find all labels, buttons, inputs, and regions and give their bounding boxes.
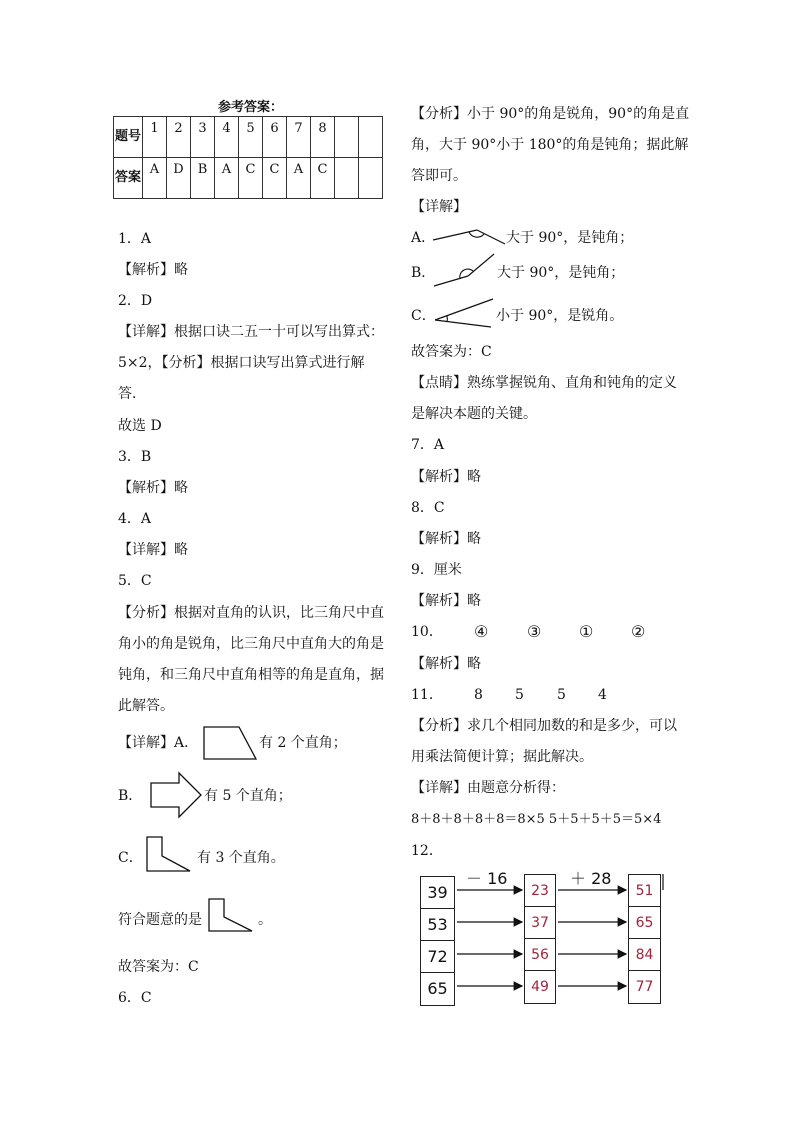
q6-c-text: 小于 90°，是锐角。 [496, 308, 624, 324]
row-label-answer: 答案 [114, 158, 143, 199]
q5-answer-line: 故答案为：C [118, 959, 199, 975]
q11-answer: 4 [598, 687, 607, 703]
table-cell: D [167, 158, 191, 199]
q4-answer: 4．A [118, 511, 152, 527]
q12-op-subtract: － 16 [466, 869, 508, 888]
q11-label: 11． [411, 687, 443, 703]
q6-analysis: 答即可。 [411, 168, 467, 184]
q6-detail: 【详解】 [411, 199, 467, 215]
q10-answer: ② [631, 622, 646, 641]
q12-middle-cell: 37 [525, 907, 555, 939]
q9-answer: 9．厘米 [411, 562, 462, 578]
q5-detail-c-prefix: C． [118, 850, 143, 866]
answer-key-title: 参考答案： [218, 100, 284, 115]
q6-analysis: 角，大于 90°小于 180°的角是钝角；据此解 [411, 137, 689, 153]
table-cell: 1 [143, 117, 167, 158]
table-cell: 5 [239, 117, 263, 158]
q8-note: 【解析】略 [411, 531, 481, 547]
table-cell [359, 158, 383, 199]
q5-detail-a-text: 有 2 个直角； [259, 735, 347, 751]
q6-answer-line: 故答案为：C [411, 344, 492, 360]
q6-c-prefix: C． [411, 308, 436, 324]
table-cell: B [191, 158, 215, 199]
q12-output-cell: 51 [629, 875, 660, 907]
q6-a-text: 大于 90°，是钝角； [506, 230, 634, 246]
row-label-number: 题号 [114, 117, 143, 158]
q2-line: 故选 D [118, 418, 162, 434]
q7-answer: 7．A [411, 437, 445, 453]
q12-middle-cell: 23 [525, 875, 555, 907]
l-shape-answer-icon [208, 898, 254, 932]
table-cell: 2 [167, 117, 191, 158]
q5-detail-b-text: 有 5 个直角； [204, 788, 292, 804]
q2-line: 5×2，【分析】根据口诀写出算式进行解 [118, 355, 365, 371]
q2-answer: 2．D [118, 293, 153, 309]
table-cell [359, 117, 383, 158]
q5-analysis: 角小的角是锐角，比三角尺中直角大的角是 [118, 636, 384, 652]
table-cell: 7 [287, 117, 311, 158]
q6-b-text: 大于 90°，是钝角； [497, 265, 625, 281]
l-shape-icon [146, 836, 192, 872]
q10-label: 10． [411, 624, 443, 640]
q4-note: 【详解】略 [118, 542, 188, 558]
q12-input-cell: 72 [421, 941, 454, 973]
q5-analysis: 钝角，和三角尺中直角相等的角是直角，据 [118, 667, 384, 683]
q11-equation: 8＋8＋8＋8＋8＝8×5 5＋5＋5＋5＝5×4 [411, 812, 662, 827]
q10-answer: ① [579, 622, 594, 641]
table-row [114, 158, 383, 199]
q3-note: 【解析】略 [118, 480, 188, 496]
answer-key-table [113, 116, 383, 199]
table-row [114, 117, 383, 158]
table-cell: C [311, 158, 335, 199]
q11-answer: 8 [474, 687, 483, 703]
obtuse-angle-b-icon [434, 252, 496, 288]
q2-line: 答． [118, 386, 146, 402]
q7-note: 【解析】略 [411, 469, 481, 485]
q2-line: 【详解】根据口诀二五一十可以写出算式： [118, 324, 384, 340]
q12-input-column [420, 876, 455, 1006]
q6-tip: 是解决本题的关键。 [411, 406, 537, 422]
q5-fit-suffix: 。 [258, 912, 272, 928]
q10-note: 【解析】略 [411, 656, 481, 672]
q12-output-cell: 77 [635, 979, 654, 995]
q6-a-prefix: A． [411, 230, 436, 246]
arrow-pentagon-shape-icon [149, 772, 203, 818]
q12-output-cell: 84 [629, 939, 660, 971]
q1-answer: 1．A [118, 231, 152, 247]
q12-middle-cell: 56 [525, 939, 555, 971]
q11-analysis: 【分析】求几个相同加数的和是多少，可以 [411, 718, 677, 734]
q8-answer: 8．C [411, 500, 445, 516]
q5-answer: 5．C [118, 573, 152, 589]
q6-tip: 【点睛】熟练掌握锐角、直角和钝角的定义 [411, 375, 677, 391]
q5-fit-prefix: 符合题意的是 [118, 912, 202, 928]
q5-detail-b-prefix: B． [118, 788, 143, 804]
q12-middle-cell: 49 [531, 979, 549, 995]
q5-analysis: 【分析】根据对直角的认识，比三角尺中直 [118, 605, 384, 621]
table-cell: C [239, 158, 263, 199]
q1-note: 【解析】略 [118, 262, 188, 278]
obtuse-angle-a-icon [433, 224, 507, 246]
table-cell: 6 [263, 117, 287, 158]
q12-label: 12． [411, 843, 443, 859]
q12-arrows [455, 870, 725, 1010]
q10-answer: ④ [474, 622, 489, 641]
q6-b-prefix: B． [411, 265, 436, 281]
q11-answer: 5 [557, 687, 566, 703]
q5-detail-a-prefix: 【详解】A． [118, 735, 199, 751]
q5-detail-c-text: 有 3 个直角。 [197, 850, 285, 866]
q12-input-cell: 65 [427, 979, 448, 998]
q11-detail: 【详解】由题意分析得： [411, 780, 565, 796]
table-cell: A [215, 158, 239, 199]
table-cell: 3 [191, 117, 215, 158]
q5-analysis: 此解答。 [118, 698, 174, 714]
table-cell: A [143, 158, 167, 199]
table-cell [335, 117, 359, 158]
q9-note: 【解析】略 [411, 593, 481, 609]
q11-answer: 5 [515, 687, 524, 703]
q6-analysis: 【分析】小于 90°的角是锐角，90°的角是直 [411, 106, 690, 122]
table-cell: 8 [311, 117, 335, 158]
table-cell: A [287, 158, 311, 199]
table-cell: 4 [215, 117, 239, 158]
q10-answer: ③ [527, 622, 542, 641]
q6-answer: 6．C [118, 990, 152, 1006]
q12-input-cell: 39 [421, 877, 454, 909]
table-cell: C [263, 158, 287, 199]
trapezoid-shape-icon [203, 726, 257, 760]
q12-input-cell: 53 [421, 909, 454, 941]
q12-op-add: ＋ 28 [570, 869, 612, 888]
q11-analysis: 用乘法简便计算；据此解决。 [411, 749, 593, 765]
q3-answer: 3．B [118, 449, 152, 465]
q12-output-cell: 65 [629, 907, 660, 939]
table-cell [335, 158, 359, 199]
acute-angle-c-icon [433, 298, 495, 328]
